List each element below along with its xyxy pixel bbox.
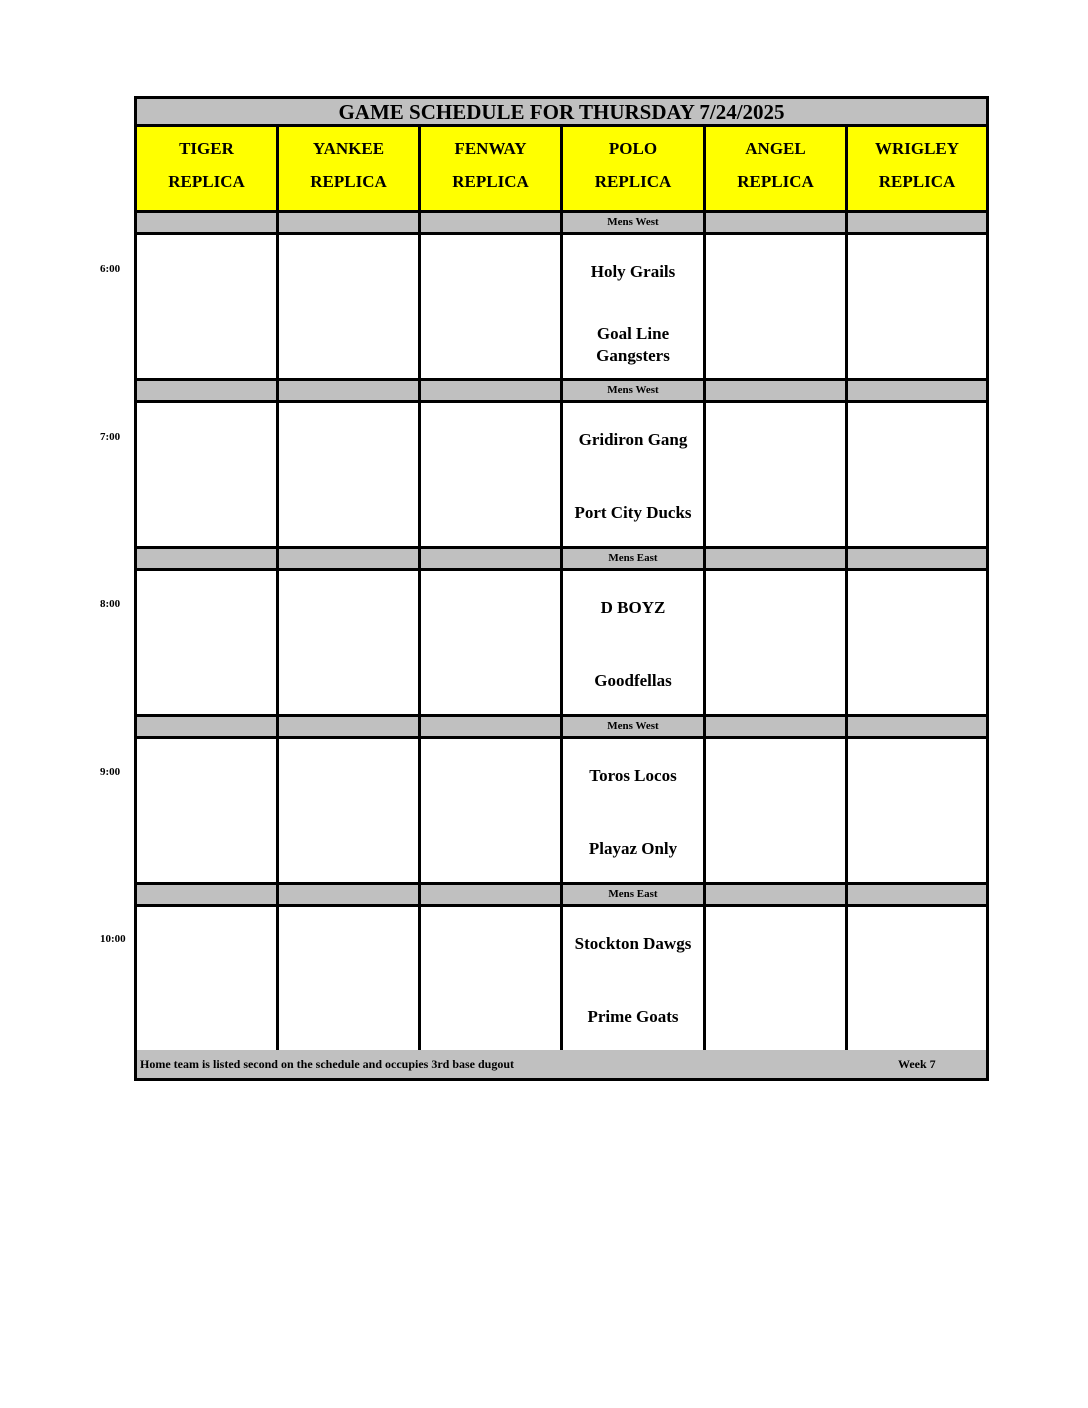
home-team-line-1: Playaz Only: [588, 839, 678, 858]
away-team: Stockton Dawgs: [574, 934, 692, 953]
division-row: [137, 381, 986, 403]
division-label: Mens West: [563, 213, 706, 232]
time-label: 9:00: [100, 766, 121, 778]
schedule-footer: [137, 1050, 986, 1078]
away-team: Toros Locos: [589, 766, 677, 785]
home-team-note: Home team is listed second on the schedule and occupies 3rd base dugout: [140, 1057, 515, 1071]
field-name: ANGEL: [745, 139, 806, 158]
home-team-line-1: Port City Ducks: [574, 503, 692, 522]
field-header-wrigley: [848, 127, 986, 213]
away-team: D BOYZ: [600, 598, 666, 617]
field-subtitle: REPLICA: [452, 172, 529, 191]
division-label: Mens West: [563, 717, 706, 736]
game-cell-polo: [563, 403, 706, 546]
home-team-line-1: Goodfellas: [594, 671, 672, 690]
field-subtitle: REPLICA: [594, 172, 672, 191]
time-slot: [137, 885, 986, 1053]
time-label: 7:00: [100, 431, 121, 443]
field-header-angel: [706, 127, 848, 213]
field-header-yankee: [279, 127, 421, 213]
division-row: [137, 213, 986, 235]
field-header-tiger: [137, 127, 279, 213]
away-team: Gridiron Gang: [578, 430, 688, 449]
division-row: [137, 717, 986, 739]
field-header-polo: [563, 127, 706, 213]
field-header-row: [137, 127, 986, 213]
field-subtitle: REPLICA: [310, 172, 387, 191]
time-label: 8:00: [100, 598, 121, 610]
division-label: Mens West: [563, 381, 706, 400]
time-slot: [137, 549, 986, 717]
game-cell-polo: [563, 739, 706, 882]
field-name: YANKEE: [312, 139, 385, 158]
field-name: TIGER: [179, 139, 234, 158]
time-label: 10:00: [100, 933, 126, 945]
field-subtitle: REPLICA: [737, 172, 814, 191]
field-name: WRIGLEY: [874, 139, 960, 158]
game-cell-polo: [563, 907, 706, 1050]
time-label: 6:00: [100, 263, 121, 275]
division-label: Mens East: [563, 885, 706, 904]
game-cell-polo: [563, 571, 706, 714]
division-row: [137, 885, 986, 907]
home-team-line-1: Prime Goats: [587, 1007, 679, 1026]
week-label: Week 7: [898, 1057, 936, 1071]
time-slot: [137, 717, 986, 885]
field-name: FENWAY: [454, 139, 527, 158]
game-row: [137, 571, 986, 717]
field-header-fenway: [421, 127, 563, 213]
home-team-line-2: Gangsters: [596, 346, 670, 365]
division-label: Mens East: [563, 549, 706, 568]
schedule-table: [134, 96, 989, 1081]
division-row: [137, 549, 986, 571]
field-name: POLO: [608, 139, 658, 158]
game-row: [137, 403, 986, 549]
game-cell-polo: [563, 235, 706, 378]
home-team-line-1: Goal Line: [596, 324, 670, 343]
schedule-title: GAME SCHEDULE FOR THURSDAY 7/24/2025: [137, 99, 986, 127]
field-subtitle: REPLICA: [168, 172, 245, 191]
game-row: [137, 235, 986, 381]
away-team: Holy Grails: [590, 262, 676, 281]
game-row: [137, 739, 986, 885]
game-row: [137, 907, 986, 1053]
time-slot: [137, 381, 986, 549]
field-subtitle: REPLICA: [878, 172, 956, 191]
time-slot: [137, 213, 986, 381]
